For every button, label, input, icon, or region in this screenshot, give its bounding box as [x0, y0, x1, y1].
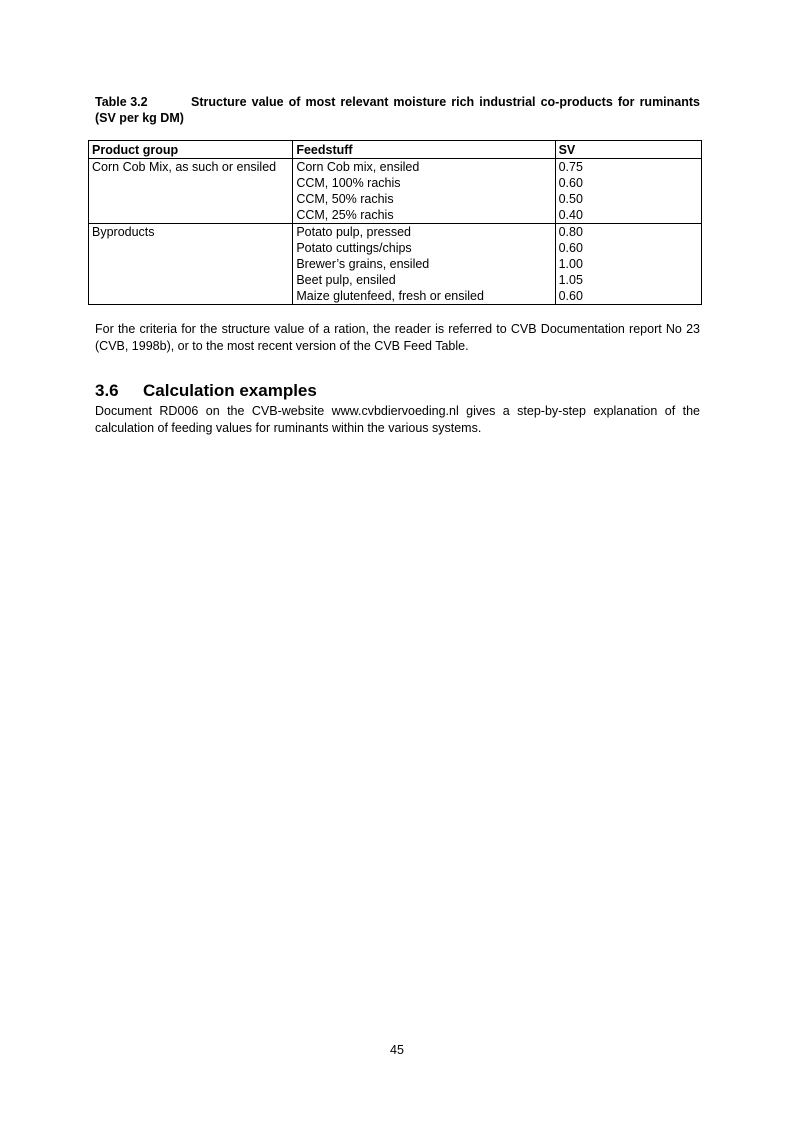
feedstuff-item: CCM, 100% rachis [296, 176, 401, 190]
feedstuff-item: Potato cuttings/chips [296, 241, 412, 255]
sv-value: 0.50 [558, 192, 583, 206]
feedstuff-cell [293, 224, 555, 305]
sv-cell [555, 159, 701, 224]
feedstuff-item: Maize glutenfeed, fresh or ensiled [296, 289, 484, 303]
feedstuff-item: Beet pulp, ensiled [296, 273, 396, 287]
sv-value: 0.40 [558, 208, 583, 222]
table-caption [95, 94, 700, 126]
section-number: 3.6 [95, 381, 119, 400]
page-number: 45 [390, 1043, 404, 1057]
sv-value: 1.05 [558, 273, 583, 287]
feedstuff-item: Brewer’s grains, ensiled [296, 257, 430, 271]
header-product-group: Product group [89, 141, 293, 159]
sv-value: 0.60 [558, 289, 583, 303]
product-group-cell: Corn Cob Mix, as such or ensiled [89, 159, 293, 224]
structure-value-table [88, 140, 702, 305]
feedstuff-item: CCM, 25% rachis [296, 208, 394, 222]
table-row [89, 224, 702, 305]
section-title: Calculation examples [143, 381, 317, 400]
sv-value: 1.00 [558, 257, 583, 271]
sv-value: 0.60 [558, 176, 583, 190]
table-caption-label: Table 3.2 [95, 95, 148, 109]
feedstuff-item: CCM, 50% rachis [296, 192, 394, 206]
table-header-row [89, 141, 702, 159]
header-sv: SV [555, 141, 701, 159]
criteria-paragraph: For the criteria for the structure value of a ration, the reader is referred to CVB Documentation report No 23 (CVB, 1998b), or to the most recent version of the CVB Feed Table. [95, 322, 700, 353]
sv-value: 0.80 [558, 225, 583, 239]
header-feedstuff: Feedstuff [293, 141, 555, 159]
feedstuff-item: Potato pulp, pressed [296, 225, 411, 239]
page-content [92, 94, 700, 450]
feedstuff-cell [293, 159, 555, 224]
table-caption-text: Structure value of most relevant moisture rich industrial co-products for ruminants (SV per kg DM) [95, 95, 700, 125]
sv-value: 0.60 [558, 241, 583, 255]
section-heading [95, 380, 700, 402]
calculation-paragraph: Document RD006 on the CVB-website www.cvbdiervoeding.nl gives a step-by-step explanation of the calculation of feeding values for ruminants within the various systems. [95, 404, 700, 435]
table-row [89, 159, 702, 224]
sv-value: 0.75 [558, 160, 583, 174]
sv-cell [555, 224, 701, 305]
product-group-cell: Byproducts [89, 224, 293, 305]
feedstuff-item: Corn Cob mix, ensiled [296, 160, 420, 174]
